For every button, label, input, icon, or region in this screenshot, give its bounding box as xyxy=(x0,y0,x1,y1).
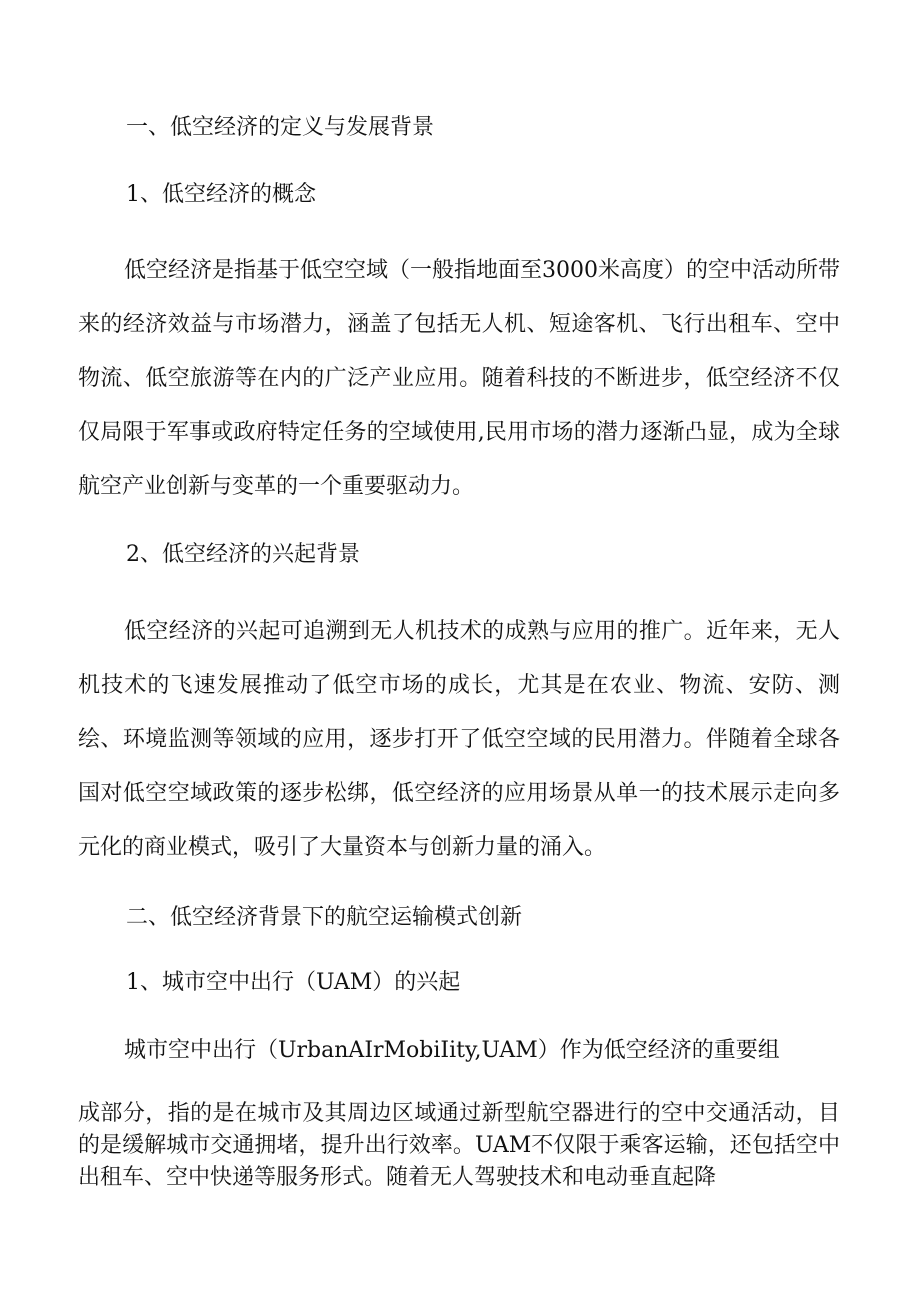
paragraph-uam-continued: 成部分，指的是在城市及其周边区域通过新型航空器进行的空中交通活动，目的是缓解城市交通拥堵，提升出行效率。UAM不仅限于乘客运输，还包括空中出租车、空中快递等服务形式。随着无人驾驶技术和电动垂直起降 xyxy=(78,1101,840,1190)
subsection-heading-1-2: 2、低空经济的兴起背景 xyxy=(126,542,360,567)
subsection-heading-1-1: 1、低空经济的概念 xyxy=(126,182,316,207)
paragraph-uam-first-line: 城市空中出行（UrbanAIrMobiIity,UAM）作为低空经济的重要组 xyxy=(124,1038,780,1063)
paragraph-low-altitude-background: 低空经济的兴起可追溯到无人机技术的成熟与应用的推广。近年来，无人机技术的飞速发展推动了低空市场的成长，尤其是在农业、物流、安防、测绘、环境监测等领域的应用，逐步打开了低空空域的民用潜力。伴随着全球各国对低空空域政策的逐步松绑，低空经济的应用场景从单一的技术展示走向多元化的商业模式，吸引了大量资本与创新力量的涌入。 xyxy=(78,619,840,860)
paragraph-low-altitude-concept: 低空经济是指基于低空空域（一般指地面至3000米高度）的空中活动所带来的经济效益与市场潜力，涵盖了包括无人机、短途客机、飞行出租车、空中物流、低空旅游等在内的广泛产业应用。随着科技的不断进步，低空经济不仅仅局限于军事或政府特定任务的空域使用,民用市场的潜力逐渐凸显，成为全球航空产业创新与变革的一个重要驱动力。 xyxy=(78,258,840,499)
section-heading-2: 二、低空经济背景下的航空运输模式创新 xyxy=(126,905,523,930)
subsection-heading-2-1: 1、城市空中出行（UAM）的兴起 xyxy=(126,970,461,995)
section-heading-1: 一、低空经济的定义与发展背景 xyxy=(126,115,435,140)
